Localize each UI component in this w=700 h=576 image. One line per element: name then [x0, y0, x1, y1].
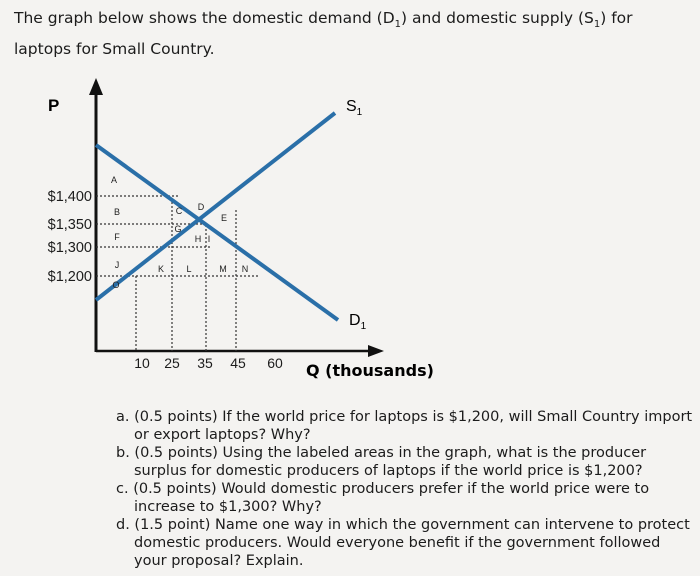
x-axis-arrow: [368, 345, 384, 357]
question-c: c. (0.5 points) Would domestic producers prefer if the world price were to increase to $1,300? Why?: [116, 481, 650, 515]
question-a: a. (0.5 points) If the world price for laptops is $1,200, will Small Country import or export laptops? Why?: [116, 409, 693, 443]
qty-tick-25: 25: [164, 355, 180, 371]
price-tick-1400: $1,400: [47, 189, 92, 205]
intro-sub2: 1: [593, 19, 601, 31]
area-J: J: [114, 260, 120, 270]
price-tick-1350: $1,350: [47, 217, 92, 233]
area-K: K: [157, 264, 165, 274]
qty-tick-60: 60: [267, 355, 283, 371]
intro-part2: ) and domestic supply (S: [401, 9, 594, 27]
area-G: G: [174, 224, 182, 234]
intro-part3: ) for laptops for Small Country.: [14, 9, 633, 59]
qty-tick-10: 10: [134, 355, 150, 371]
area-A: A: [110, 175, 118, 185]
demand-label: $D_1$: [349, 312, 367, 332]
question-list: [116, 408, 696, 570]
question-d: d. (1.5 point) Name one way in which the government can intervene to protect domestic producers. Would everyone benefit if the government followed your proposal? Explain.: [116, 517, 690, 569]
demand-curve: [96, 145, 338, 320]
area-F: F: [114, 232, 120, 242]
area-C: C: [175, 206, 183, 216]
qty-tick-35: 35: [197, 355, 213, 371]
price-axis-label: P: [48, 96, 60, 115]
y-axis-arrow: [89, 78, 103, 95]
area-M: M: [219, 264, 227, 274]
area-D: D: [197, 202, 205, 212]
supply-label: $S_1$: [346, 98, 363, 118]
intro-sub1: 1: [394, 19, 402, 31]
supply-curve: [96, 113, 335, 300]
intro-part1: The graph below shows the domestic demand (D: [14, 9, 395, 27]
area-I: I: [207, 234, 211, 244]
quantity-axis-label: Q (thousands): [306, 361, 434, 380]
area-N: N: [241, 264, 249, 274]
area-E: E: [220, 213, 228, 223]
price-tick-1200: $1,200: [47, 269, 92, 285]
area-H: H: [194, 234, 202, 244]
area-O: O: [112, 280, 120, 290]
question-b: b. (0.5 points) Using the labeled areas in the graph, what is the producer surplus for domestic producers of laptops if the world price is $1,200?: [116, 445, 647, 479]
area-B: B: [113, 207, 121, 217]
qty-tick-45: 45: [230, 355, 246, 371]
price-tick-1300: $1,300: [47, 240, 92, 256]
area-L: L: [186, 264, 192, 274]
